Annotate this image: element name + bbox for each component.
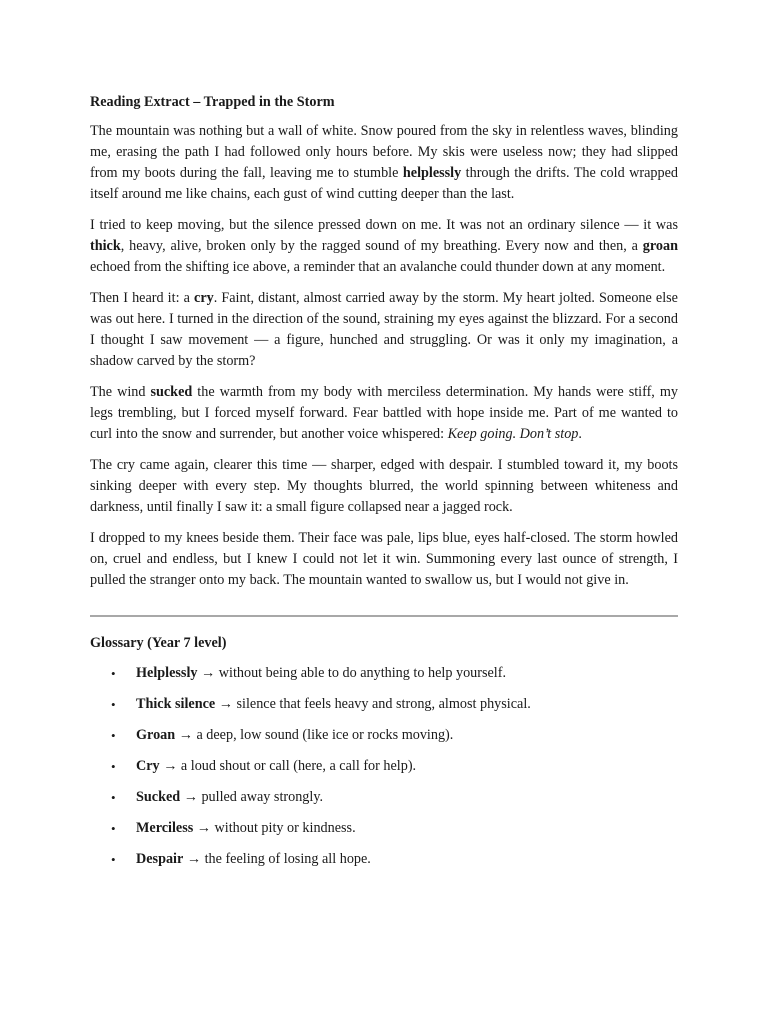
bullet-icon: •: [111, 790, 116, 805]
glossary-item: [90, 694, 678, 725]
paragraph-text: The wind: [90, 384, 151, 400]
paragraph-text: I dropped to my knees beside them. Their face was pale, lips blue, eyes half-closed. The storm howled on, cruel and endless, but I knew I could not let it win. Summoning every last ounce of strength, I pulled the stranger onto my back. The mountain wanted to swallow us, but I would not give in.: [90, 530, 678, 588]
extract-paragraph: [90, 121, 678, 205]
bullet-icon: •: [111, 852, 116, 867]
arrow-icon: →: [215, 696, 237, 712]
extract-body: [90, 121, 678, 591]
bullet-icon: •: [111, 728, 116, 743]
arrow-icon: →: [175, 727, 197, 743]
document-page: [90, 92, 678, 880]
extract-paragraph: [90, 528, 678, 591]
section-divider: [90, 615, 678, 617]
paragraph-text: The mountain was nothing but a wall of white. Snow poured from the sky in relentless waves, blinding me, erasing the path I had followed only hours before. My skis were useless now; they had slipped from my boots during the fall, leaving me to stumble: [90, 123, 678, 181]
glossary-term: Groan: [136, 727, 176, 743]
vocab-word: helplessly: [402, 165, 462, 181]
vocab-word: thick: [90, 238, 121, 254]
vocab-word: cry: [194, 290, 214, 306]
arrow-icon: →: [159, 758, 181, 774]
glossary-term: Sucked: [136, 789, 181, 805]
extract-paragraph: [90, 288, 678, 372]
paragraph-text: , heavy, alive, broken only by the ragged sound of my breathing. Every now and then, a: [120, 238, 643, 254]
arrow-icon: →: [197, 665, 219, 681]
bullet-icon: •: [111, 666, 116, 681]
glossary-definition: pulled away strongly.: [201, 789, 324, 805]
glossary-definition: silence that feels heavy and strong, almost physical.: [236, 696, 531, 712]
glossary-definition: a loud shout or call (here, a call for help).: [180, 758, 417, 774]
glossary-definition: a deep, low sound (like ice or rocks moving).: [196, 727, 454, 743]
glossary-item: [90, 818, 678, 849]
paragraph-text: echoed from the shifting ice above, a reminder that an avalanche could thunder down at any moment.: [90, 259, 666, 275]
paragraph-text: Then I heard it: a: [90, 290, 195, 306]
glossary-item: [90, 849, 678, 880]
glossary-definition: without being able to do anything to help yourself.: [218, 665, 507, 681]
paragraph-text: . Faint, distant, almost carried away by the storm. My heart jolted. Someone else was out here. I turned in the direction of the sound, straining my eyes against the blizzard. For a second I thought I saw movement — a figure, hunched and struggling. Or was it only my imagination, a shadow carved by the storm?: [90, 290, 678, 369]
extract-paragraph: [90, 382, 678, 445]
glossary-term: Helplessly: [136, 665, 198, 681]
extract-paragraph: [90, 455, 678, 518]
extract-paragraph: [90, 215, 678, 278]
vocab-word: groan: [642, 238, 678, 254]
arrow-icon: →: [180, 789, 202, 805]
glossary-item: [90, 663, 678, 694]
arrow-icon: →: [193, 820, 215, 836]
glossary-item: [90, 787, 678, 818]
glossary-definition: the feeling of losing all hope.: [204, 851, 371, 867]
glossary-title: Glossary (Year 7 level): [90, 635, 227, 651]
glossary-term: Cry: [136, 758, 160, 774]
vocab-word: sucked: [150, 384, 193, 400]
glossary-term: Despair: [136, 851, 184, 867]
glossary-term: Thick silence: [136, 696, 216, 712]
extract-title: Reading Extract – Trapped in the Storm: [90, 94, 335, 110]
arrow-icon: →: [183, 851, 205, 867]
glossary-term: Merciless: [136, 820, 194, 836]
bullet-icon: •: [111, 759, 116, 774]
paragraph-text: through the drifts. The cold wrapped itself around me like chains, each gust of wind cutting deeper than the last.: [90, 165, 678, 202]
paragraph-text: The cry came again, clearer this time — sharper, edged with despair. I stumbled toward it, my boots sinking deeper with every step. My thoughts blurred, the world spinning between whiteness and darkness, until finally I saw it: a small figure collapsed near a jagged rock.: [90, 457, 678, 515]
italic-phrase: Keep going. Don’t stop: [447, 426, 579, 442]
paragraph-text: .: [578, 426, 582, 442]
glossary-item: [90, 725, 678, 756]
paragraph-text: I tried to keep moving, but the silence pressed down on me. It was not an ordinary silence — it was: [90, 217, 678, 233]
glossary-item: [90, 756, 678, 787]
paragraph-text: the warmth from my body with merciless determination. My hands were stiff, my legs trembling, but I forced myself forward. Fear battled with hope inside me. Part of me wanted to curl into the snow and surrender, but another voice whispered:: [90, 384, 678, 442]
glossary-definition: without pity or kindness.: [214, 820, 356, 836]
bullet-icon: •: [111, 821, 116, 836]
bullet-icon: •: [111, 697, 116, 712]
glossary-list: [90, 663, 678, 880]
